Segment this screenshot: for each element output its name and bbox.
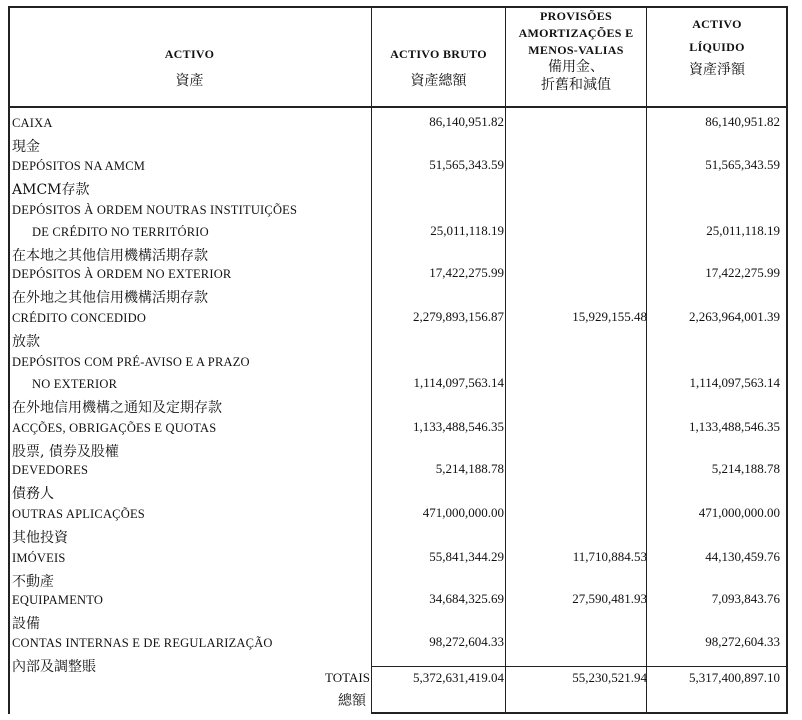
row-value-bruto: 25,011,118.19 — [430, 223, 504, 238]
row-value-bruto: 51,565,343.59 — [429, 157, 504, 172]
totals-provisoes: 55,230,521.94 — [572, 670, 647, 685]
row-label-zh: 股票, 債券及股權 — [12, 444, 119, 460]
row-label-pt: EQUIPAMENTO — [12, 593, 104, 607]
header-provisoes-zh1: 備用金、 — [548, 60, 604, 75]
header-provisoes-zh2: 折舊和減值 — [541, 78, 611, 93]
header-provisoes-pt2: AMORTIZAÇÕES E — [518, 26, 634, 40]
col-divider-2 — [505, 6, 506, 714]
row-label-pt: DEPÓSITOS À ORDEM NO EXTERIOR — [12, 267, 232, 281]
table-border-right — [786, 6, 788, 714]
header-bruto — [372, 46, 505, 91]
row-label-zh: 其他投資 — [12, 530, 68, 546]
row-value-provisoes: 27,590,481.93 — [572, 591, 647, 606]
row-label-pt: OUTRAS APLICAÇÕES — [12, 507, 145, 521]
row-label-pt: CAIXA — [12, 116, 53, 130]
row-label-zh: 債務人 — [12, 486, 54, 502]
header-divider — [8, 106, 788, 108]
row-label-zh: 在外地之其他信用機構活期存款 — [12, 290, 208, 306]
header-activo-pt: ACTIVO — [164, 47, 215, 61]
header-bruto-pt: ACTIVO BRUTO — [390, 47, 487, 61]
header-provisoes-pt1: PROVISÕES — [539, 9, 613, 23]
row-label-zh: 內部及調整賬 — [12, 659, 96, 675]
totals-bruto: 5,372,631,419.04 — [413, 670, 504, 685]
totals-divider — [371, 666, 788, 667]
row-label-zh: 放款 — [12, 334, 40, 350]
row-value-bruto: 55,841,344.29 — [429, 549, 504, 564]
row-label-pt: DEPÓSITOS COM PRÉ-AVISO E A PRAZO — [12, 355, 250, 369]
row-label-zh: 不動產 — [12, 574, 54, 590]
header-activo — [8, 46, 371, 91]
row-value-provisoes: 15,929,155.48 — [572, 309, 647, 324]
header-bruto-zh: 資產總額 — [410, 74, 467, 89]
row-value-bruto: 2,279,893,156.87 — [413, 309, 504, 324]
row-label-pt: IMÓVEIS — [12, 551, 66, 565]
row-value-bruto: 5,214,188.78 — [435, 461, 504, 476]
row-value-liquido: 1,114,097,563.14 — [689, 375, 780, 390]
row-value-liquido: 17,422,275.99 — [705, 265, 780, 280]
totals-liquido: 5,317,400,897.10 — [689, 670, 780, 685]
row-value-provisoes: 11,710,884.53 — [572, 549, 647, 564]
row-label-zh: 在本地之其他信用機構活期存款 — [12, 248, 208, 264]
row-label-pt: DEPÓSITOS À ORDEM NOUTRAS INSTITUIÇÕES — [12, 203, 298, 217]
row-label-zh: AMCM存款 — [12, 182, 90, 198]
col-divider-1 — [371, 6, 372, 714]
header-liquido — [647, 16, 787, 80]
table-border-bottom — [371, 712, 788, 714]
row-value-liquido: 1,133,488,546.35 — [689, 419, 780, 434]
table-border-left — [8, 6, 10, 714]
row-value-liquido: 2,263,964,001.39 — [689, 309, 780, 324]
header-activo-zh: 資產 — [175, 74, 204, 89]
row-value-bruto: 34,684,325.69 — [429, 591, 504, 606]
row-label-zh: 現金 — [12, 139, 40, 155]
row-value-liquido: 5,214,188.78 — [711, 461, 780, 476]
header-provisoes — [506, 8, 646, 95]
header-liquido-pt2: LÍQUIDO — [689, 40, 745, 54]
row-value-bruto: 1,133,488,546.35 — [413, 419, 504, 434]
row-label-pt: DEVEDORES — [12, 463, 89, 477]
col-divider-3 — [646, 6, 647, 714]
row-label-pt: CRÉDITO CONCEDIDO — [12, 311, 147, 325]
row-label-pt: ACÇÕES, OBRIGAÇÕES E QUOTAS — [12, 421, 217, 435]
row-label-zh: 設備 — [12, 616, 40, 632]
row-value-liquido: 25,011,118.19 — [706, 223, 780, 238]
totals-label-zh: 總額 — [338, 693, 366, 709]
row-value-liquido: 98,272,604.33 — [705, 634, 780, 649]
row-value-bruto: 471,000,000.00 — [422, 505, 504, 520]
header-provisoes-pt3: MENOS-VALIAS — [528, 43, 624, 57]
row-value-liquido: 44,130,459.76 — [705, 549, 780, 564]
row-value-liquido: 86,140,951.82 — [705, 114, 780, 129]
row-label-zh: 在外地信用機構之通知及定期存款 — [12, 400, 222, 416]
row-value-bruto: 98,272,604.33 — [429, 634, 504, 649]
row-value-liquido: 51,565,343.59 — [705, 157, 780, 172]
totals-label: TOTAIS — [325, 670, 370, 685]
row-value-liquido: 471,000,000.00 — [698, 505, 780, 520]
totals-row — [8, 668, 788, 690]
balance-sheet-table — [8, 6, 788, 714]
row-label-pt: DEPÓSITOS NA AMCM — [12, 159, 146, 173]
row-label-pt-continued: DE CRÉDITO NO TERRITÓRIO — [32, 225, 209, 239]
row-label-pt: CONTAS INTERNAS E DE REGULARIZAÇÃO — [12, 636, 273, 650]
table-border-top — [8, 6, 788, 8]
row-value-bruto: 86,140,951.82 — [429, 114, 504, 129]
header-liquido-pt1: ACTIVO — [692, 17, 742, 31]
row-value-bruto: 17,422,275.99 — [429, 265, 504, 280]
header-liquido-zh: 資產淨額 — [689, 63, 745, 78]
row-value-bruto: 1,114,097,563.14 — [413, 375, 504, 390]
row-value-liquido: 7,093,843.76 — [711, 591, 780, 606]
row-label-pt-continued: NO EXTERIOR — [32, 377, 118, 391]
